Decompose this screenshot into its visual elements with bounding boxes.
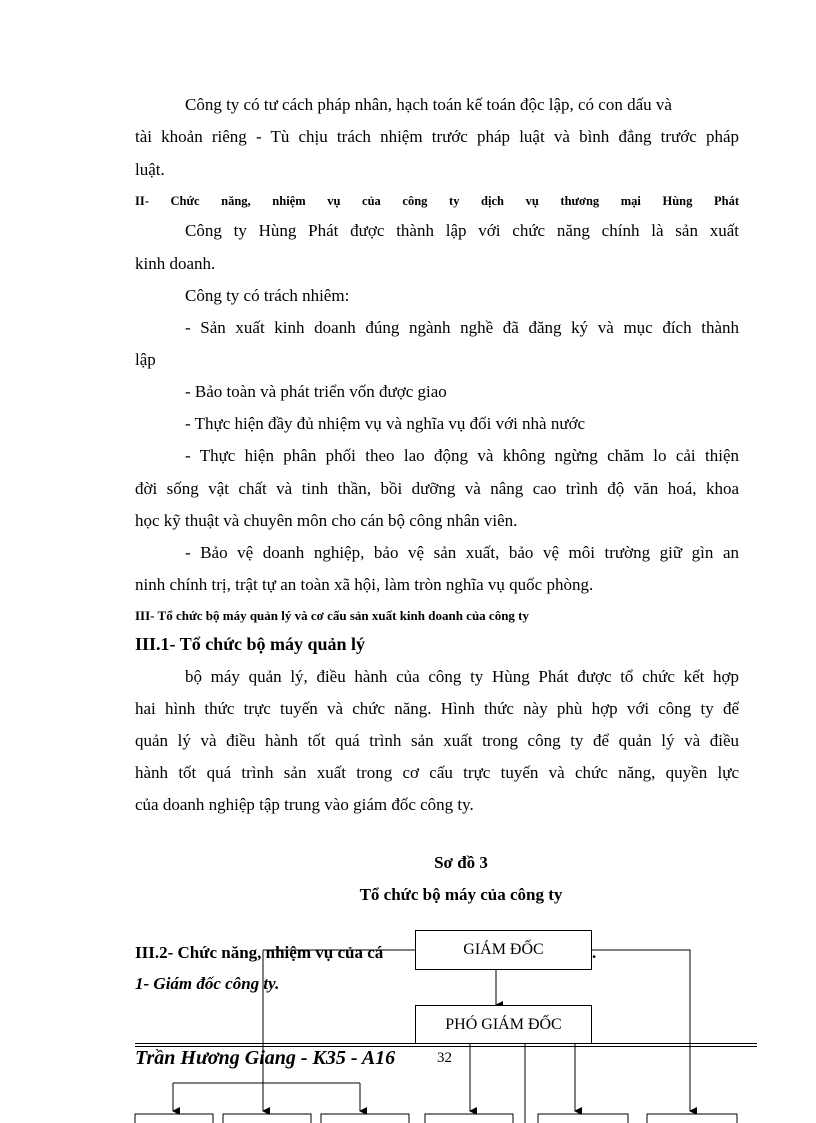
section32-tail: . bbox=[592, 943, 597, 962]
duty4-line1: - Thực hiện phân phối theo lao động và không ngừng chăm lo cải thiện bbox=[185, 446, 739, 465]
duty2: - Bảo toàn và phát triển vốn được giao bbox=[185, 382, 447, 401]
department-box-6 bbox=[647, 1114, 737, 1123]
diagram-caption: Sơ đồ 3 bbox=[434, 853, 488, 872]
para3-line1: bộ máy quản lý, điều hành của công ty Hùng Phát được tổ chức kết hợp bbox=[185, 667, 739, 686]
section3-heading: III- Tổ chức bộ máy quản lý và cơ cấu sản xuất kinh doanh của công ty bbox=[135, 608, 530, 623]
duty4-line2: đời sống vật chất và tinh thần, bồi dưỡng và nâng cao trình độ văn hoá, khoa bbox=[135, 479, 739, 498]
section2-heading: II- Chức năng, nhiệm vụ của công ty dịch vụ thương mại Hùng Phát bbox=[135, 194, 739, 208]
department-box-4 bbox=[425, 1114, 513, 1123]
deputy-label: PHÓ GIÁM ĐỐC bbox=[445, 1016, 562, 1033]
para1-line2: tài khoản riêng - Tù chịu trách nhiệm trước pháp luật và bình đẳng trước pháp bbox=[135, 127, 739, 146]
para3-line2: hai hình thức trực tuyến và chức năng. Hình thức này phù hợp với công ty để bbox=[135, 699, 739, 718]
department-box-3 bbox=[321, 1114, 409, 1123]
duty1-line1: - Sản xuất kinh doanh đúng ngành nghề đã đăng ký và mục đích thành bbox=[185, 318, 739, 337]
para3-line4: hành tốt quá trình sản xuất trong cơ cấu trực tuyến và chức năng, quyền lực bbox=[135, 763, 739, 782]
para3-line5: của doanh nghiệp tập trung vào giám đốc công ty. bbox=[135, 795, 474, 814]
department-box-5 bbox=[538, 1114, 628, 1123]
section31-heading: III.1- Tổ chức bộ máy quản lý bbox=[135, 634, 366, 654]
director-label: GIÁM ĐỐC bbox=[463, 941, 544, 958]
duty1-line2: lập bbox=[135, 350, 156, 369]
department-box-1 bbox=[135, 1114, 213, 1123]
diagram-title: Tổ chức bộ máy của công ty bbox=[359, 885, 563, 904]
duty5-line1: - Bảo vệ doanh nghiệp, bảo vệ sản xuất, bảo vệ môi trường giữ gìn an bbox=[185, 543, 739, 562]
footer-author: Trần Hương Giang - K35 - A16 bbox=[135, 1047, 396, 1069]
duty4-line3: học kỹ thuật và chuyên môn cho cán bộ công nhân viên. bbox=[135, 511, 518, 530]
director-right-branch bbox=[592, 950, 690, 1111]
duty3: - Thực hiện đầy đủ nhiệm vụ và nghĩa vụ đối với nhà nước bbox=[185, 414, 586, 433]
footer-page-number: 32 bbox=[437, 1050, 452, 1066]
section32-heading: III.2- Chức năng, nhiệm vụ của cá bbox=[135, 943, 384, 962]
deputy-box bbox=[415, 1005, 592, 1044]
para2-line1: Công ty Hùng Phát được thành lập với chức năng chính là sản xuất bbox=[185, 221, 739, 240]
duty5-line2: ninh chính trị, trật tự an toàn xã hội, làm tròn nghĩa vụ quốc phòng. bbox=[135, 575, 594, 594]
item1-heading: 1- Giám đốc công ty. bbox=[135, 974, 280, 993]
para2-line2: kinh doanh. bbox=[135, 254, 216, 273]
duties-intro: Công ty có trách nhiêm: bbox=[185, 286, 350, 305]
director-box bbox=[415, 930, 592, 970]
para3-line3: quản lý và điều hành tốt quá trình sản xuất trong công ty để quản lý và điều bbox=[135, 731, 739, 750]
department-box-2 bbox=[223, 1114, 311, 1123]
para1-line3: luật. bbox=[135, 160, 165, 179]
para1-line1: Công ty có tư cách pháp nhân, hạch toán kế toán độc lập, có con dấu và bbox=[185, 95, 672, 114]
